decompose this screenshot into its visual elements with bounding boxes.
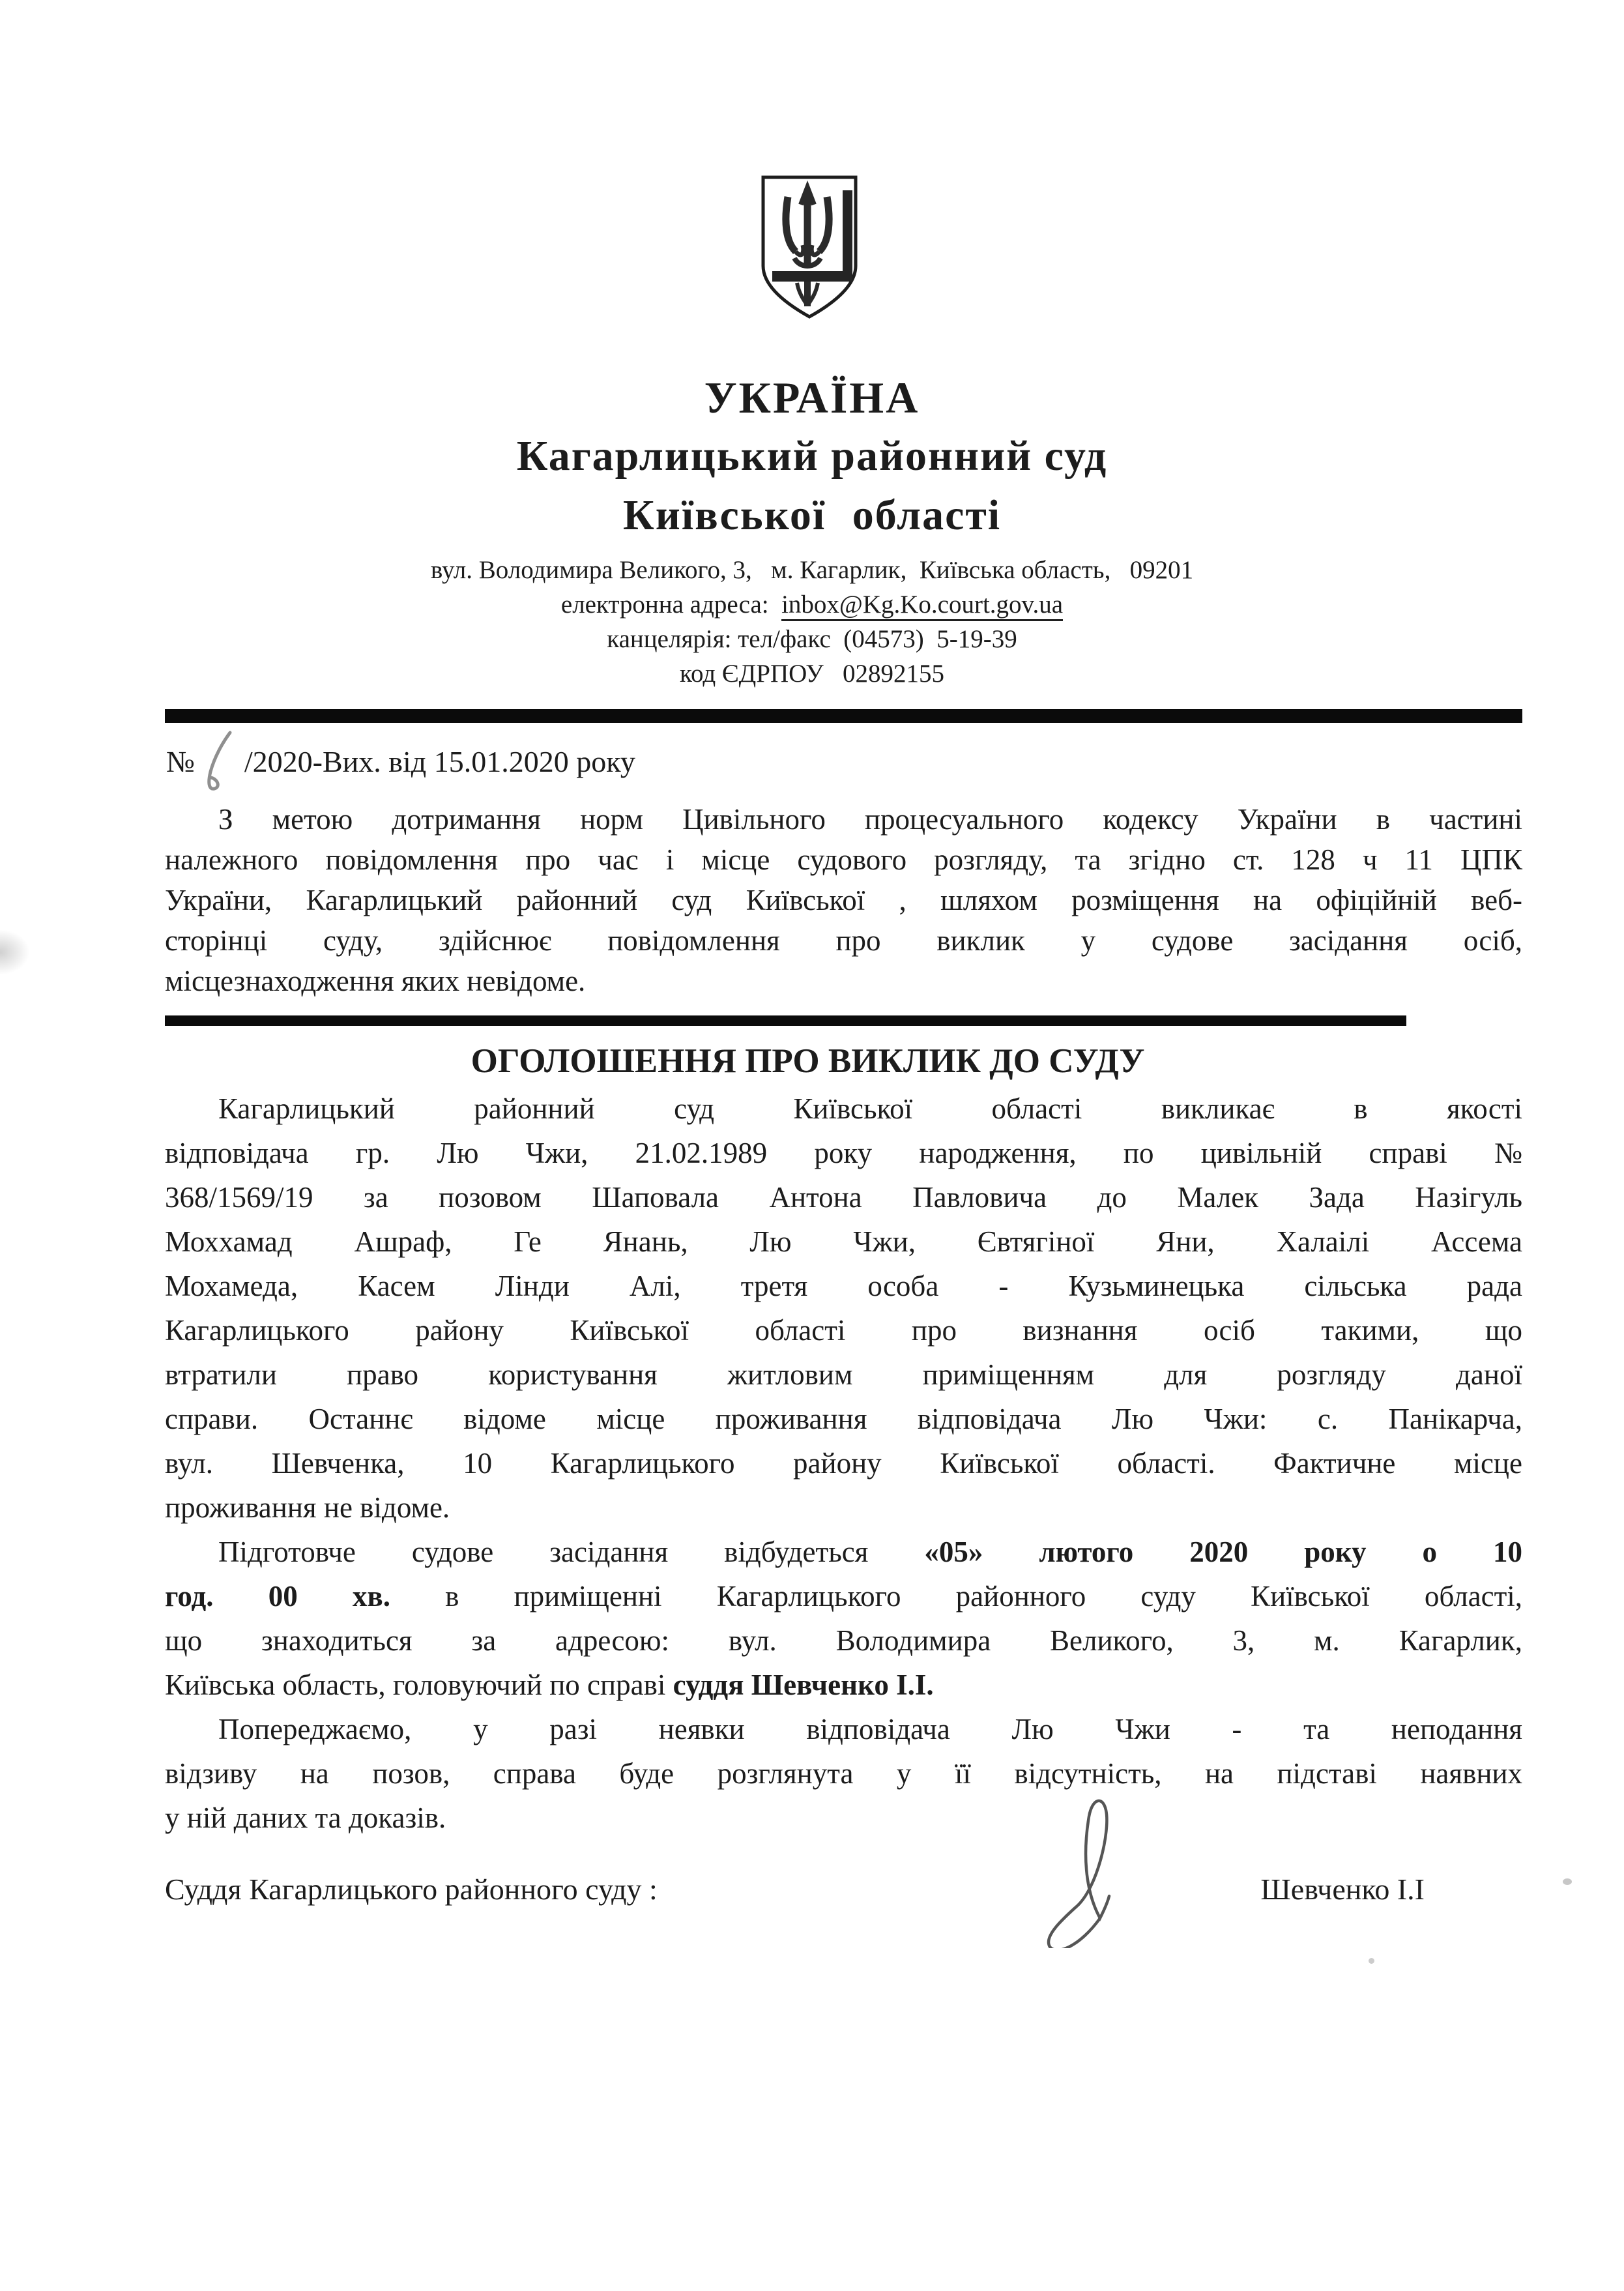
handwritten-number bbox=[200, 730, 234, 802]
scan-dot bbox=[1563, 1878, 1572, 1885]
text-line: сторінці суду, здійснює повідомлення про виклик у судове засідання осіб, bbox=[165, 924, 1522, 957]
signature-name: Шевченко І.І bbox=[1260, 1873, 1425, 1906]
document-body bbox=[165, 799, 1522, 1910]
text-line: Попереджаємо, у разі неявки відповідача Лю Чжи - та неподання bbox=[218, 1713, 1522, 1745]
scan-smudge bbox=[0, 929, 30, 975]
text-line: З метою дотримання норм Цивільного процесуального кодексу України в частині bbox=[218, 803, 1522, 836]
divider-top bbox=[165, 709, 1522, 723]
hearing-text: в приміщенні Кагарлицького районного суду Київської області, bbox=[390, 1580, 1522, 1612]
text-line: справи. Останнє відоме місце проживання відповідача Лю Чжи: с. Панікарча, bbox=[165, 1403, 1522, 1435]
court-contacts bbox=[0, 553, 1624, 691]
email-label: електронна адреса: bbox=[560, 591, 782, 619]
text-line: належного повідомлення про час і місце судового розгляду, та згідно ст. 128 ч 11 ЦПК bbox=[165, 843, 1522, 876]
text-line: відповідача гр. Лю Чжи, 21.02.1989 року народження, по цивільній справі № bbox=[165, 1137, 1522, 1169]
court-region: Київської області bbox=[622, 491, 1002, 539]
judge-name-bold: суддя Шевченко І.І. bbox=[673, 1669, 934, 1701]
address-line: вул. Володимира Великого, 3, м. Кагарлик, Київська область, 09201 bbox=[430, 556, 1194, 584]
text-line: вул. Шевченка, 10 Кагарлицького району Київської області. Фактичне місце bbox=[165, 1447, 1522, 1480]
court-name: Кагарлицький районний суд bbox=[516, 432, 1108, 480]
edrpou-line: код ЄДРПОУ 02892155 bbox=[680, 660, 944, 688]
reference-line bbox=[166, 730, 635, 802]
intro-paragraph bbox=[165, 799, 1522, 1001]
warning-paragraph bbox=[165, 1707, 1522, 1840]
hearing-text: Київська область, головуючий по справі bbox=[165, 1669, 673, 1701]
reference-suffix: /2020-Вих. від 15.01.2020 року bbox=[244, 745, 635, 778]
text-line: Мохамеда, Касем Лінди Алі, третя особа - Кузьминецька сільська рада bbox=[165, 1270, 1522, 1302]
hearing-paragraph bbox=[165, 1530, 1522, 1707]
announcement-title: ОГОЛОШЕННЯ ПРО ВИКЛИК ДО СУДУ bbox=[471, 1042, 1145, 1080]
text-line: що знаходиться за адресою: вул. Володимира Великого, 3, м. Кагарлик, bbox=[165, 1624, 1522, 1657]
text-line bbox=[165, 1663, 1522, 1707]
text-line bbox=[165, 1530, 1522, 1574]
divider-middle bbox=[165, 1015, 1406, 1026]
email-line bbox=[0, 587, 1624, 622]
text-line: 368/1569/19 за позовом Шаповала Антона Павловича до Малек Зада Назігуль bbox=[165, 1181, 1522, 1214]
text-line: втратили право користування житловим приміщенням для розгляду даної bbox=[165, 1358, 1522, 1391]
letterhead bbox=[0, 369, 1624, 691]
handwritten-signature bbox=[1043, 1792, 1170, 1948]
text-line: проживання не відоме. bbox=[165, 1491, 450, 1524]
text-line: Кагарлицький районний суд Київської області викликає в якості bbox=[218, 1092, 1522, 1125]
country-title: УКРАЇНА bbox=[704, 373, 920, 422]
text-line: Моххамад Ашраф, Ге Янань, Лю Чжи, Євтягіної Яни, Халаілі Ассема bbox=[165, 1225, 1522, 1258]
text-line: Кагарлицького району Київської області про визнання осіб такими, що bbox=[165, 1314, 1522, 1347]
reference-prefix: № bbox=[166, 745, 195, 778]
text-line: у ній даних та доказів. bbox=[165, 1802, 446, 1834]
hearing-date-bold: «05» лютого 2020 року о 10 bbox=[924, 1536, 1522, 1568]
hearing-time-bold: год. 00 хв. bbox=[165, 1580, 390, 1612]
phone-line: канцелярія: тел/факс (04573) 5-19-39 bbox=[607, 625, 1017, 653]
text-line: відзиву на позов, справа буде розглянута у її відсутність, на підставі наявних bbox=[165, 1757, 1522, 1790]
signature-label: Суддя Кагарлицького районного суду : bbox=[165, 1873, 658, 1906]
scan-dot bbox=[1369, 1958, 1374, 1964]
signature-row bbox=[165, 1869, 1522, 1910]
email-link[interactable]: inbox@Kg.Ko.court.gov.ua bbox=[781, 591, 1063, 621]
text-line bbox=[165, 1574, 1522, 1618]
hearing-text: Підготовче судове засідання відбудеться bbox=[218, 1536, 925, 1568]
ukraine-state-emblem-icon bbox=[758, 173, 861, 322]
text-line: місцезнаходження яких невідоме. bbox=[165, 965, 586, 997]
text-line: України, Кагарлицький районний суд Київської , шляхом розміщення на офіційній веб- bbox=[165, 884, 1522, 916]
announcement-body bbox=[165, 1087, 1522, 1530]
